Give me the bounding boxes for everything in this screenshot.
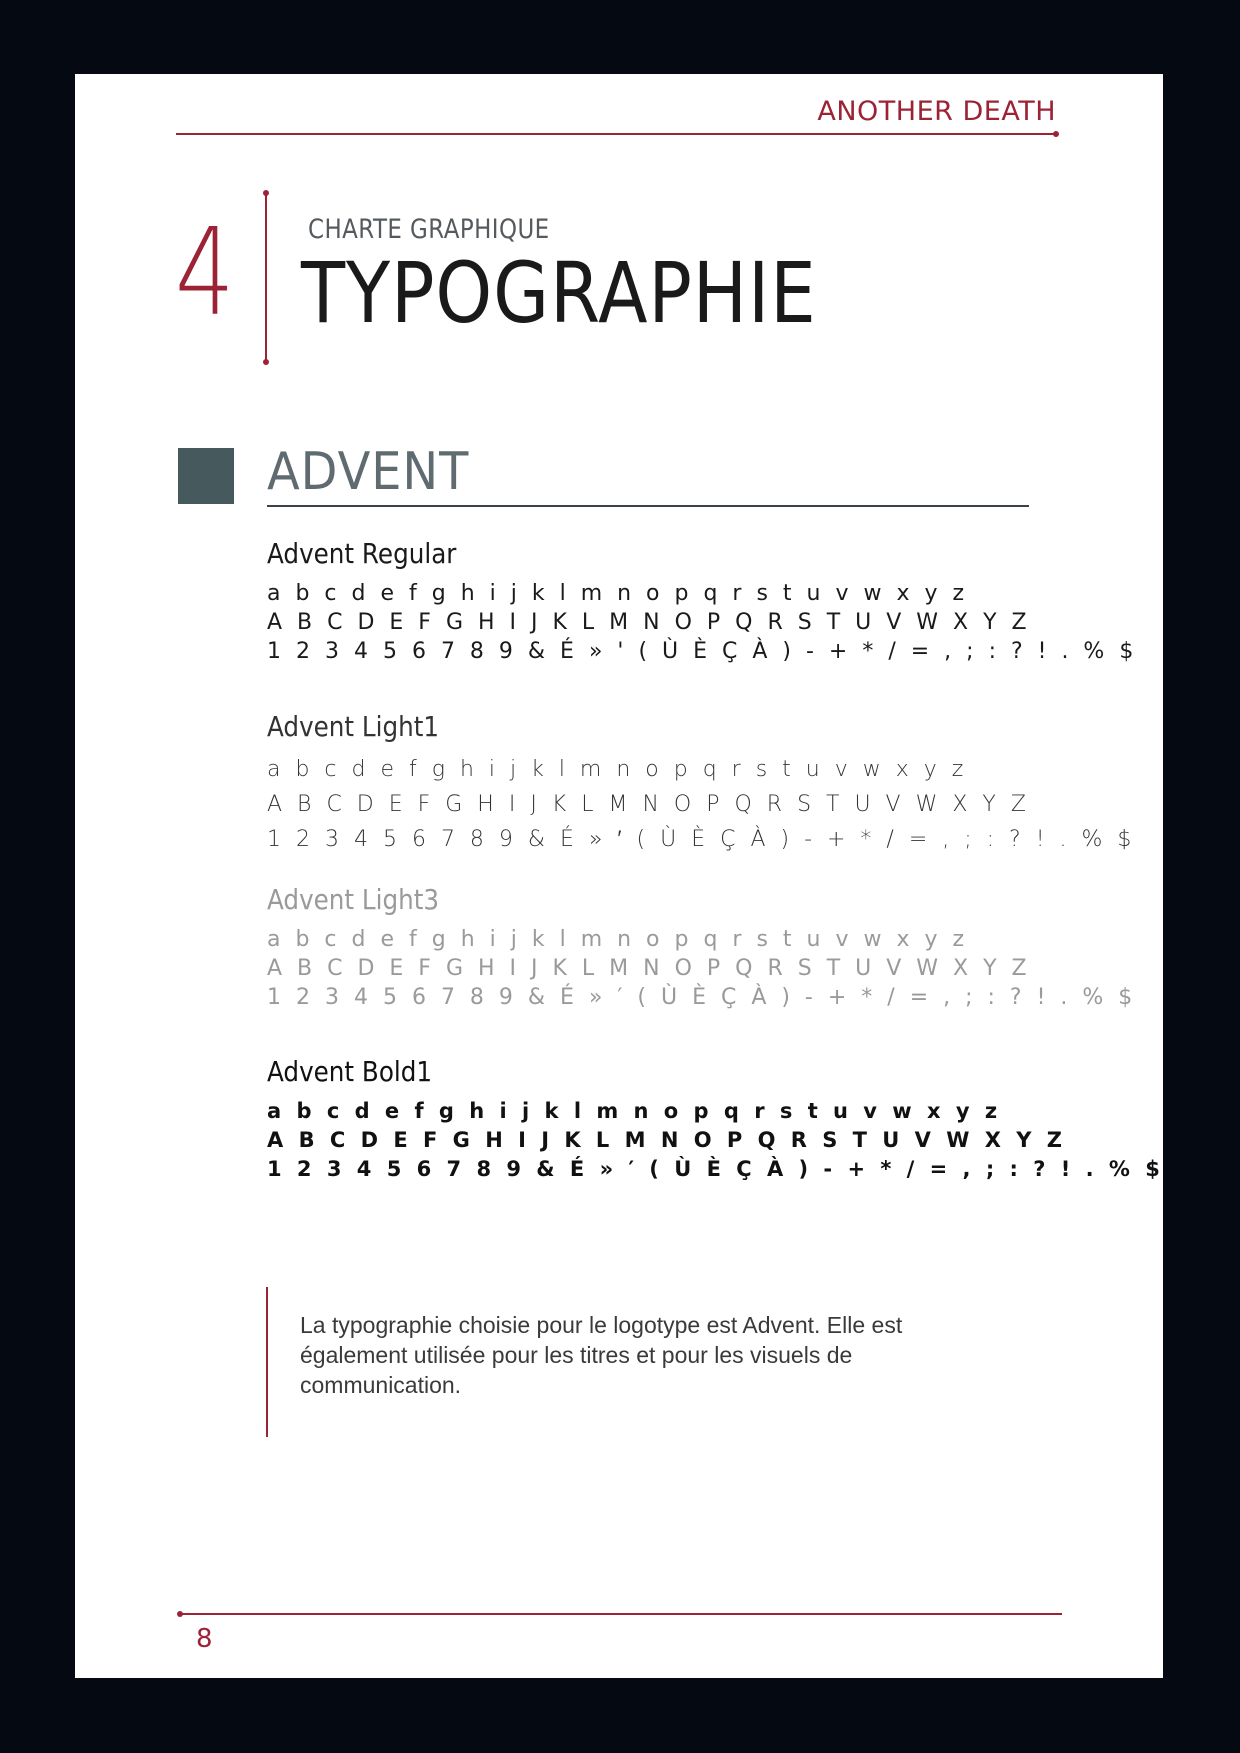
font-name: Advent Regular <box>267 537 457 570</box>
section-rule <box>267 505 1029 507</box>
lowercase-sample: a b c d e f g h i j k l m n o p q r s t u v w x y z <box>267 927 969 952</box>
uppercase-sample: A B C D E F G H I J K L M N O P Q R S T U V W X Y Z <box>267 610 1031 635</box>
header-title: ANOTHER DEATH <box>817 96 1056 127</box>
digits-symbols-sample: 1 2 3 4 5 6 7 8 9 & É » ′ ( Ù È Ç À ) - + * / = , ; : ? ! . % $ <box>267 827 1136 852</box>
lowercase-sample: a b c d e f g h i j k l m n o p q r s t u v w x y z <box>267 757 968 782</box>
section-marker <box>178 448 234 504</box>
chapter-subtitle: CHARTE GRAPHIQUE <box>308 214 550 245</box>
digits-symbols-sample: 1 2 3 4 5 6 7 8 9 & É » ' ( Ù È Ç À ) - + * / = , ; : ? ! . % $ <box>267 639 1138 664</box>
footer-rule <box>180 1613 1062 1615</box>
uppercase-sample: A B C D E F G H I J K L M N O P Q R S T U V W X Y Z <box>267 792 1030 817</box>
uppercase-sample: A B C D E F G H I J K L M N O P Q R S T U V W X Y Z <box>267 956 1031 981</box>
chapter-divider <box>265 193 267 363</box>
font-name: Advent Bold1 <box>267 1055 433 1088</box>
uppercase-sample: A B C D E F G H I J K L M N O P Q R S T U V W X Y Z <box>267 1128 1066 1152</box>
font-sample-light1 <box>267 710 1135 857</box>
font-name: Advent Light1 <box>267 710 440 743</box>
font-sample-regular <box>267 537 1137 666</box>
chapter-number: 4 <box>175 204 235 343</box>
chapter-divider-dot-top <box>263 190 269 196</box>
font-sample-light3 <box>267 883 1136 1012</box>
quote-bar <box>266 1287 268 1437</box>
header-rule-dot <box>1053 131 1059 137</box>
digits-symbols-sample: 1 2 3 4 5 6 7 8 9 & É » ′ ( Ù È Ç À ) - + * / = , ; : ? ! . % $ <box>267 1157 1164 1181</box>
lowercase-sample: a b c d e f g h i j k l m n o p q r s t u v w x y z <box>267 1099 1002 1123</box>
chapter-title: TYPOGRAPHIE <box>301 244 817 342</box>
quote-text: La typographie choisie pour le logotype est Advent. Elle est également utilisée pour les titres et pour les visuels de communication. <box>300 1312 903 1398</box>
chapter-divider-dot-bottom <box>263 359 269 365</box>
font-sample-bold1 <box>267 1055 1164 1184</box>
font-name: Advent Light3 <box>267 883 440 916</box>
header-rule <box>176 133 1057 135</box>
section-title: ADVENT <box>267 442 470 502</box>
document-page <box>75 74 1163 1678</box>
digits-symbols-sample: 1 2 3 4 5 6 7 8 9 & É » ′ ( Ù È Ç À ) - + * / = , ; : ? ! . % $ <box>267 985 1137 1010</box>
page-number: 8 <box>196 1624 213 1654</box>
lowercase-sample: a b c d e f g h i j k l m n o p q r s t u v w x y z <box>267 581 969 606</box>
